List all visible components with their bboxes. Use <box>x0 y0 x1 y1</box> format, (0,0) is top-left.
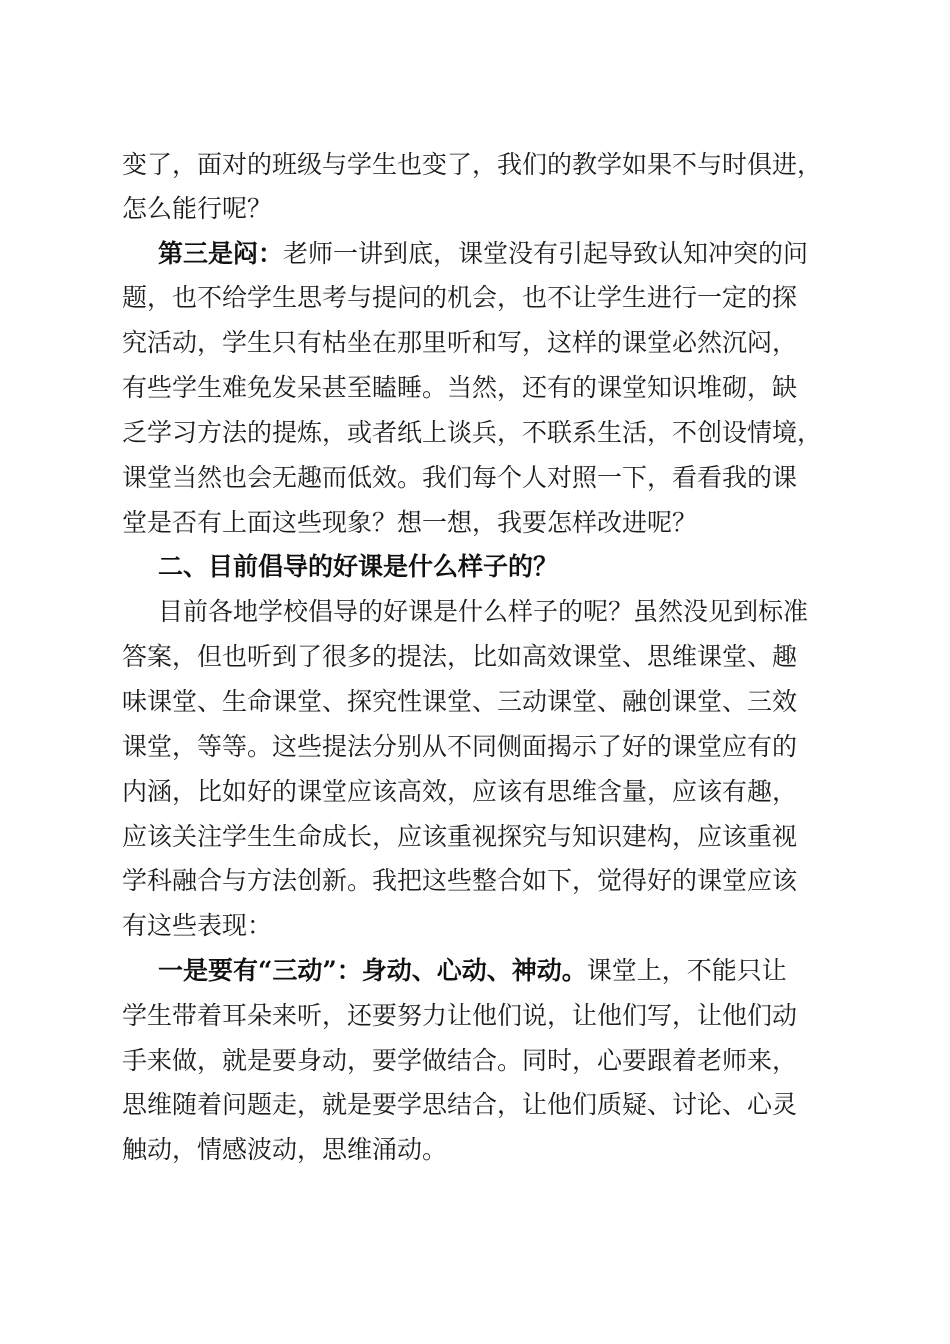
line-text: 味课堂、生命课堂、探究性课堂、三动课堂、融创课堂、三效 <box>122 687 798 716</box>
paragraph-line <box>122 999 797 1033</box>
line-text: 应该关注学生生命成长，应该重视探究与知识建构，应该重视 <box>122 822 798 851</box>
paragraph-line <box>122 281 797 315</box>
line-text: 怎么能行呢？ <box>122 194 273 223</box>
paragraph-line <box>122 730 797 764</box>
line-text: 课堂上，不能只让 <box>586 956 787 985</box>
paragraph-line <box>122 1044 797 1078</box>
line-text: 变了，面对的班级与学生也变了，我们的教学如果不与时俱进， <box>122 150 823 179</box>
line-text: 课堂，等等。这些提法分别从不同侧面揭示了好的课堂应有的 <box>122 732 798 761</box>
line-text: 学生带着耳朵来听，还要努力让他们说，让他们写，让他们动 <box>122 1001 798 1030</box>
paragraph-line <box>122 685 797 719</box>
paragraph-line <box>122 909 272 943</box>
line-text: 目前各地学校倡导的好课是什么样子的呢？虽然没见到标准 <box>158 597 809 626</box>
line-text: 课堂当然也会无趣而低效。我们每个人对照一下，看看我的课 <box>122 463 798 492</box>
paragraph-line <box>122 820 797 854</box>
line-text: 学科融合与方法创新。我把这些整合如下，觉得好的课堂应该 <box>122 866 798 895</box>
paragraph-line <box>122 192 272 226</box>
line-text: 内涵，比如好的课堂应该高效，应该有思维含量，应该有趣， <box>122 777 798 806</box>
paragraph-line <box>122 864 797 898</box>
paragraph-line <box>122 775 797 809</box>
paragraph-line <box>122 1133 447 1167</box>
paragraph-line <box>122 1088 797 1122</box>
paragraph-line <box>122 640 797 674</box>
paragraph-line <box>158 237 808 271</box>
paragraph-line <box>158 954 787 988</box>
line-text: 乏学习方法的提炼，或者纸上谈兵，不联系生活，不创设情境， <box>122 418 823 447</box>
line-text: 老师一讲到底，课堂没有引起导致认知冲突的问 <box>283 239 809 268</box>
paragraph-line <box>122 148 822 182</box>
paragraph-lead: 第三是闷： <box>158 239 284 268</box>
section-heading <box>158 550 558 584</box>
paragraph-line <box>122 461 797 495</box>
paragraph-line <box>122 506 697 540</box>
line-text: 有这些表现： <box>122 911 273 940</box>
paragraph-line <box>158 595 808 629</box>
paragraph-line <box>122 416 822 450</box>
line-text: 触动，情感波动，思维涌动。 <box>122 1135 448 1164</box>
line-text: 究活动，学生只有枯坐在那里听和写，这样的课堂必然沉闷， <box>122 328 798 357</box>
line-text: 题，也不给学生思考与提问的机会，也不让学生进行一定的探 <box>122 283 798 312</box>
line-text: 堂是否有上面这些现象？想一想，我要怎样改进呢？ <box>122 508 698 537</box>
line-text: 有些学生难免发呆甚至瞌睡。当然，还有的课堂知识堆砌，缺 <box>122 373 798 402</box>
line-text: 答案，但也听到了很多的提法，比如高效课堂、思维课堂、趣 <box>122 642 798 671</box>
heading-text: 二、目前倡导的好课是什么样子的？ <box>158 552 559 581</box>
paragraph-lead: 一是要有“三动”：身动、心动、神动。 <box>158 956 587 985</box>
paragraph-line <box>122 371 797 405</box>
line-text: 手来做，就是要身动，要学做结合。同时，心要跟着老师来， <box>122 1046 798 1075</box>
line-text: 思维随着问题走，就是要学思结合，让他们质疑、讨论、心灵 <box>122 1090 798 1119</box>
paragraph-line <box>122 326 797 360</box>
